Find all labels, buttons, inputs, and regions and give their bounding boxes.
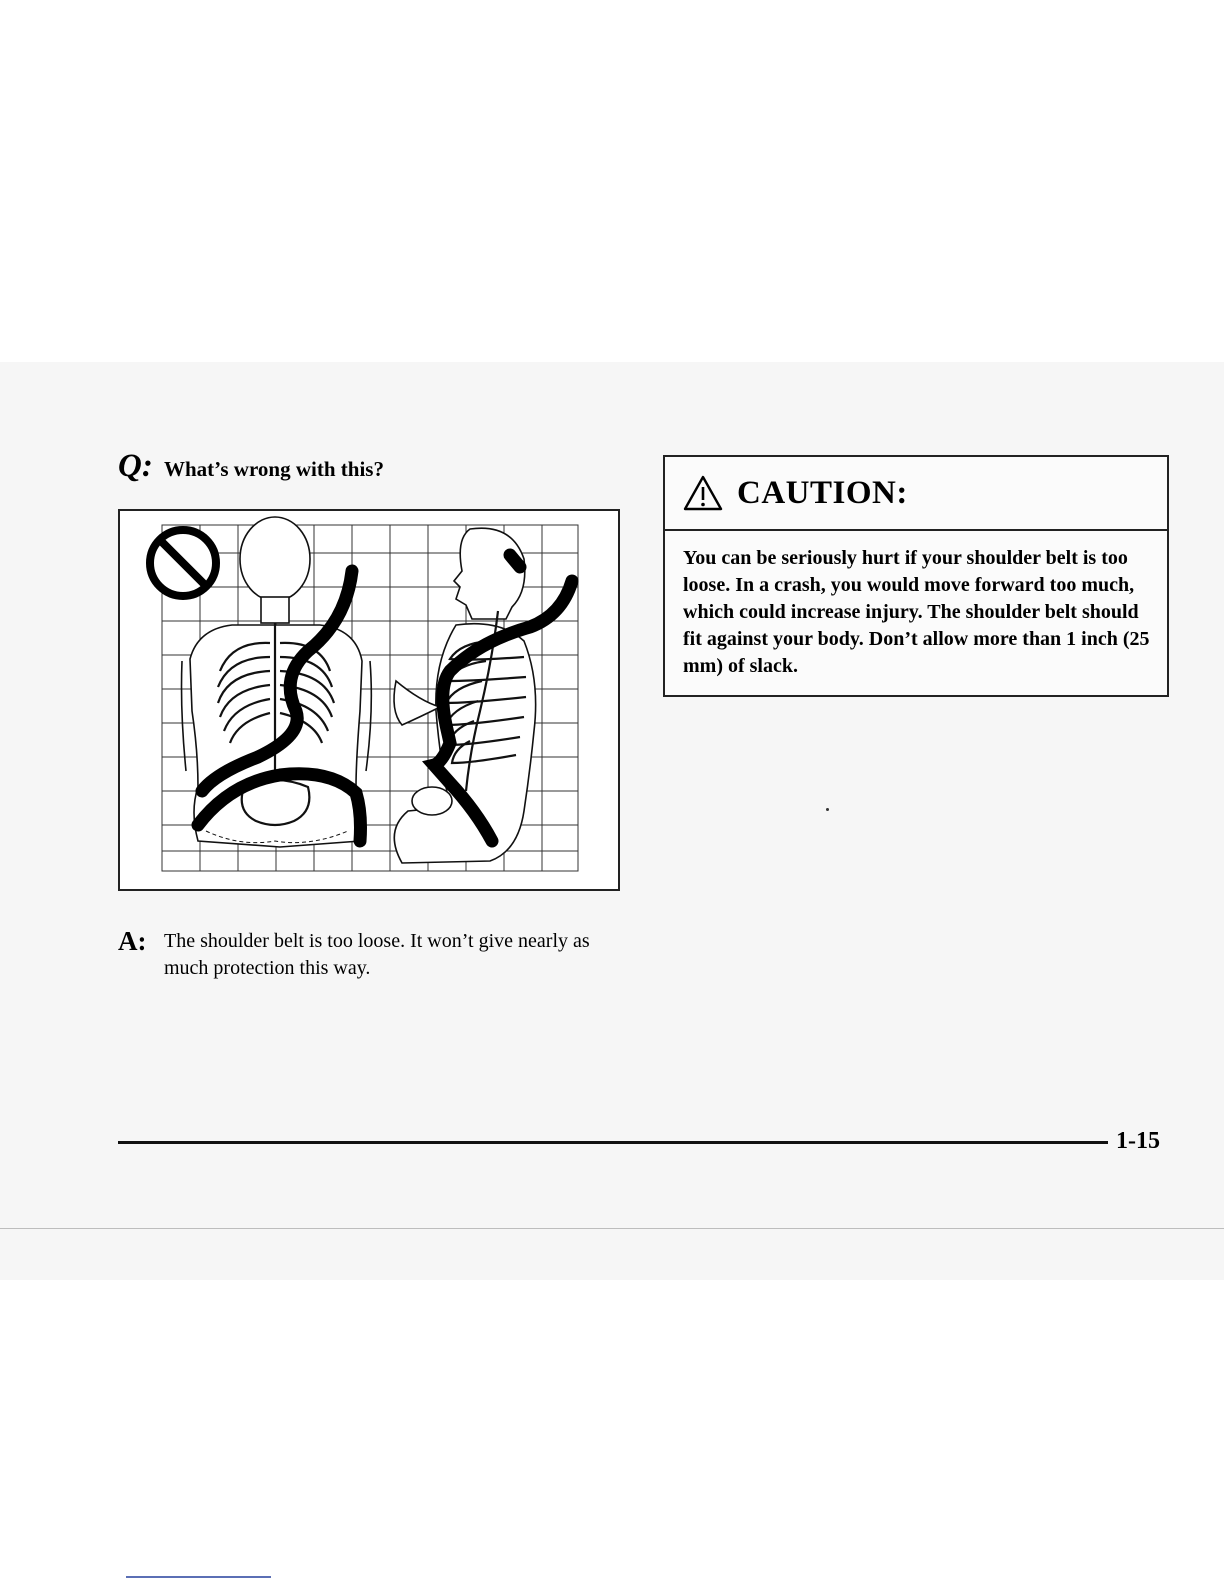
answer-text: The shoulder belt is too loose. It won’t give nearly as much protection this way.: [164, 930, 590, 979]
question-marker: Q:: [118, 448, 153, 484]
belt-illustration: [118, 509, 620, 891]
warning-triangle-icon: [683, 475, 723, 511]
question-line: [118, 448, 384, 485]
caution-box: [663, 455, 1169, 697]
caution-body: You can be seriously hurt if your shoulder belt is too loose. In a crash, you would move forward too much, which could increase injury. The shoulder belt should fit against your body. Don’t allow more than 1 inch (25 mm) of slack.: [683, 547, 1150, 677]
page-number: 1-15: [1116, 1128, 1160, 1154]
band-edge-line: [0, 1228, 1224, 1229]
caution-header: [665, 457, 1167, 531]
side-skeleton: [394, 528, 536, 863]
bottom-link-line: [126, 1576, 271, 1578]
answer-block: [118, 928, 638, 982]
prohibition-icon: [150, 530, 216, 596]
caution-title: CAUTION:: [737, 474, 908, 511]
answer-marker: A:: [118, 926, 147, 956]
stray-mark: [826, 808, 829, 811]
footer-rule: [118, 1141, 1108, 1144]
question-text: What’s wrong with this?: [164, 457, 384, 481]
